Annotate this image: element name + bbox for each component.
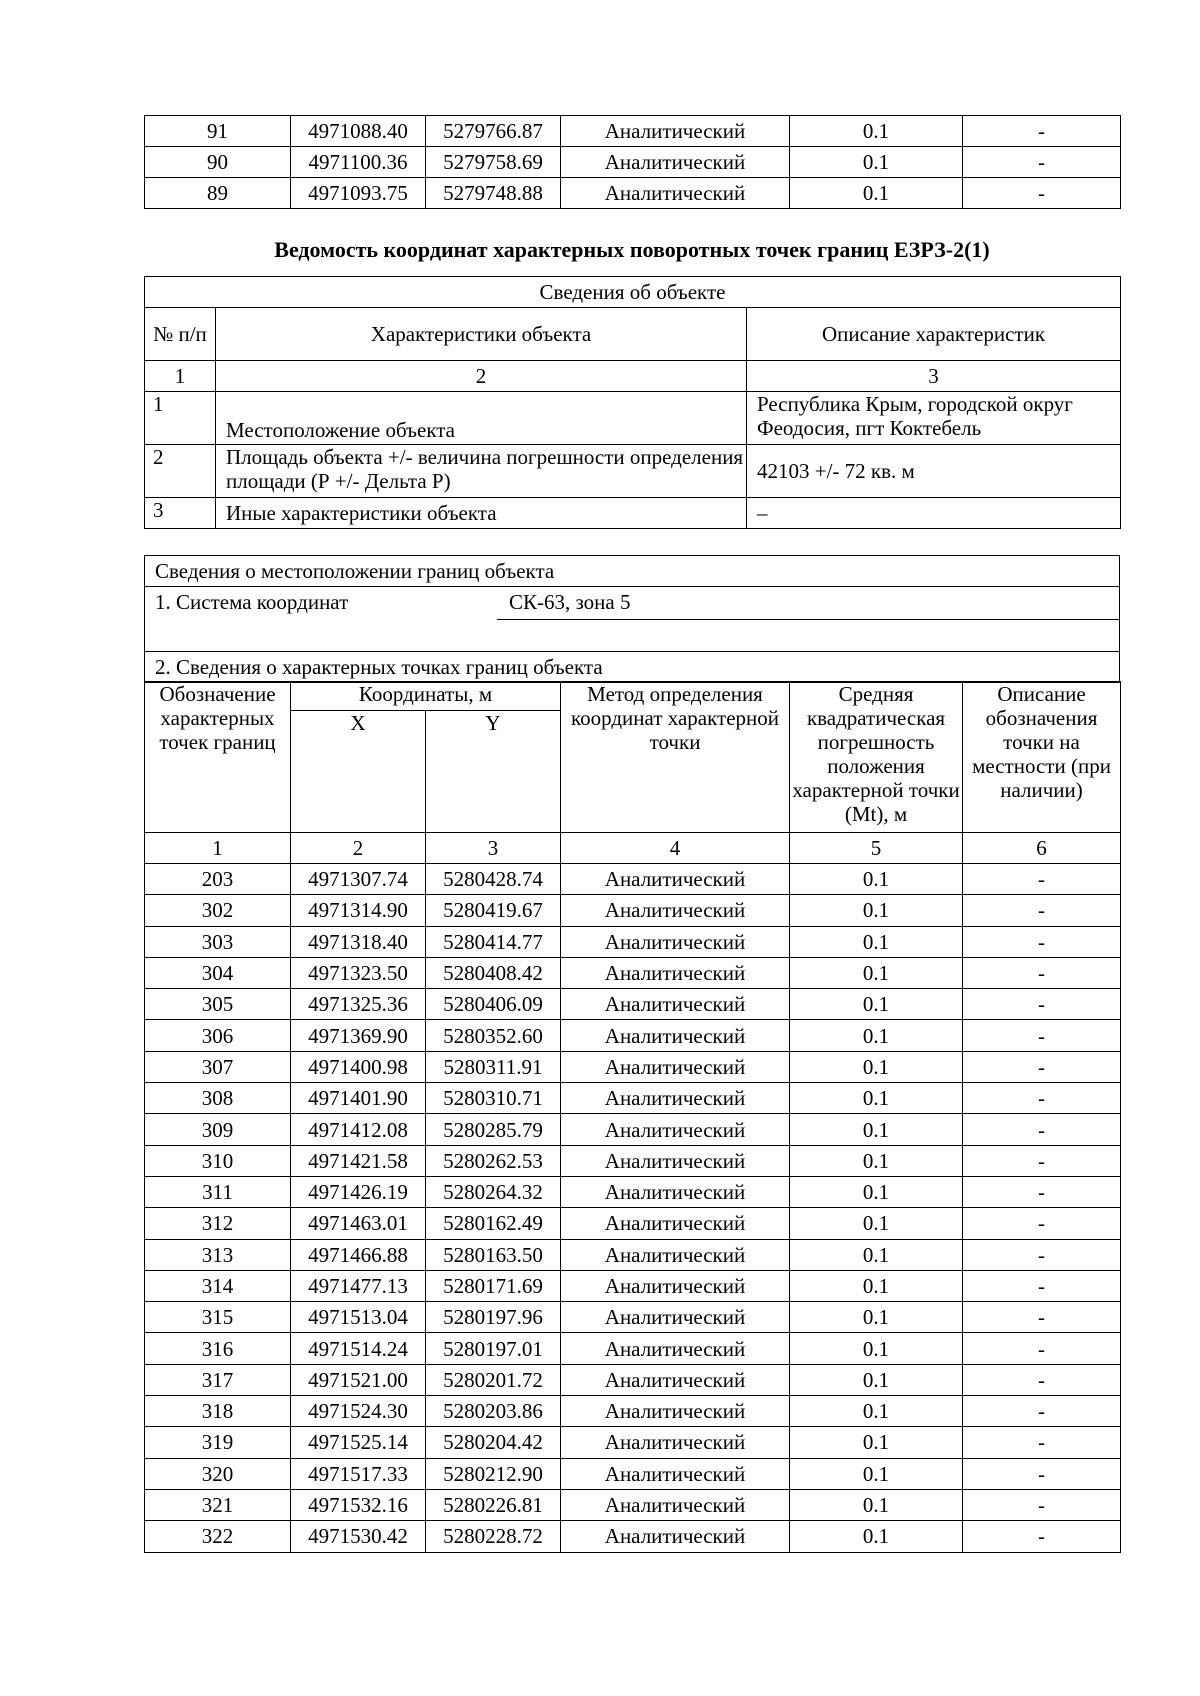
coordinate-system-underline <box>497 619 1119 620</box>
method: Аналитический <box>561 1489 790 1520</box>
point-number: 312 <box>145 1208 291 1239</box>
object-info-table <box>144 276 1121 529</box>
mean-error: 0.1 <box>790 895 963 926</box>
coordinate-system-label: 1. Система координат <box>155 590 349 614</box>
point-number: 314 <box>145 1270 291 1301</box>
mean-error: 0.1 <box>790 178 963 209</box>
column-header-method: Метод определения координат характерной точки <box>561 682 790 833</box>
point-description: - <box>963 1427 1121 1458</box>
point-description: - <box>963 1489 1121 1520</box>
point-description: - <box>963 989 1121 1020</box>
coordinate-y: 5280352.60 <box>426 1020 561 1051</box>
mean-error: 0.1 <box>790 989 963 1020</box>
table-row <box>145 1051 1121 1082</box>
table-row <box>145 926 1121 957</box>
coordinate-x: 4971521.00 <box>291 1364 426 1395</box>
coordinate-y: 5280203.86 <box>426 1396 561 1427</box>
coordinate-x: 4971400.98 <box>291 1051 426 1082</box>
row-number: 2 <box>145 445 216 498</box>
coordinate-y: 5279758.69 <box>426 147 561 178</box>
mean-error: 0.1 <box>790 1458 963 1489</box>
point-description: - <box>963 1145 1121 1176</box>
coordinate-y: 5280162.49 <box>426 1208 561 1239</box>
mean-error: 0.1 <box>790 1020 963 1051</box>
point-number: 310 <box>145 1145 291 1176</box>
mean-error: 0.1 <box>790 1427 963 1458</box>
table-row <box>145 989 1121 1020</box>
coordinate-x: 4971477.13 <box>291 1270 426 1301</box>
point-number: 318 <box>145 1396 291 1427</box>
coordinate-y: 5280311.91 <box>426 1051 561 1082</box>
table-row <box>145 1458 1121 1489</box>
point-number: 311 <box>145 1176 291 1207</box>
coordinate-y: 5280171.69 <box>426 1270 561 1301</box>
point-description: - <box>963 957 1121 988</box>
point-description: - <box>963 1364 1121 1395</box>
coordinate-y: 5280428.74 <box>426 864 561 895</box>
point-description: - <box>963 926 1121 957</box>
method: Аналитический <box>561 895 790 926</box>
coordinate-y: 5280163.50 <box>426 1239 561 1270</box>
point-description: - <box>963 1208 1121 1239</box>
point-number: 322 <box>145 1521 291 1552</box>
coordinate-x: 4971532.16 <box>291 1489 426 1520</box>
mean-error: 0.1 <box>790 1302 963 1333</box>
method: Аналитический <box>561 957 790 988</box>
location-header: Сведения о местоположении границ объекта <box>145 556 1120 587</box>
coordinate-x: 4971325.36 <box>291 989 426 1020</box>
characteristic-value: – <box>747 498 1121 529</box>
mean-error: 0.1 <box>790 957 963 988</box>
table-row <box>145 178 1121 209</box>
column-header-characteristic: Характеристики объекта <box>216 308 747 361</box>
characteristic-value: 42103 +/- 72 кв. м <box>747 445 1121 498</box>
object-info-header: Сведения об объекте <box>145 277 1121 308</box>
coordinate-x: 4971093.75 <box>291 178 426 209</box>
table-row <box>145 864 1121 895</box>
table-row <box>145 1302 1121 1333</box>
row-number: 3 <box>145 498 216 529</box>
table-row <box>145 1083 1121 1114</box>
table-row <box>145 1114 1121 1145</box>
table-row <box>145 1239 1121 1270</box>
coordinate-x: 4971318.40 <box>291 926 426 957</box>
coordinate-y: 5280212.90 <box>426 1458 561 1489</box>
coordinate-x: 4971525.14 <box>291 1427 426 1458</box>
coordinate-y: 5280264.32 <box>426 1176 561 1207</box>
coordinate-y: 5280419.67 <box>426 895 561 926</box>
coordinate-y: 5280310.71 <box>426 1083 561 1114</box>
table-row <box>145 1270 1121 1301</box>
point-description: - <box>963 1458 1121 1489</box>
point-description: - <box>963 1396 1121 1427</box>
coordinate-y: 5280408.42 <box>426 957 561 988</box>
mean-error: 0.1 <box>790 147 963 178</box>
coordinate-x: 4971517.33 <box>291 1458 426 1489</box>
coordinate-y: 5280204.42 <box>426 1427 561 1458</box>
point-description: - <box>963 864 1121 895</box>
mean-error: 0.1 <box>790 1114 963 1145</box>
mean-error: 0.1 <box>790 1239 963 1270</box>
column-index: 1 <box>145 361 216 392</box>
coordinate-system-value: СК-63, зона 5 <box>509 590 631 614</box>
method: Аналитический <box>561 178 790 209</box>
table-row <box>145 147 1121 178</box>
coordinate-y: 5280406.09 <box>426 989 561 1020</box>
column-header-error: Средняя квадратическая погрешность положения характерной точки (Мt), м <box>790 682 963 833</box>
row-number: 1 <box>145 392 216 445</box>
point-number: 309 <box>145 1114 291 1145</box>
coordinate-x: 4971513.04 <box>291 1302 426 1333</box>
table-row <box>145 1176 1121 1207</box>
table-row <box>145 1364 1121 1395</box>
coordinate-y: 5280197.96 <box>426 1302 561 1333</box>
point-number: 306 <box>145 1020 291 1051</box>
point-number: 304 <box>145 957 291 988</box>
column-index: 5 <box>790 833 963 864</box>
point-number: 319 <box>145 1427 291 1458</box>
table-row <box>145 1208 1121 1239</box>
method: Аналитический <box>561 1145 790 1176</box>
point-number: 320 <box>145 1458 291 1489</box>
coordinate-x: 4971466.88 <box>291 1239 426 1270</box>
mean-error: 0.1 <box>790 1051 963 1082</box>
point-description: - <box>963 116 1121 147</box>
point-number: 90 <box>145 147 291 178</box>
column-index: 2 <box>291 833 426 864</box>
method: Аналитический <box>561 1176 790 1207</box>
mean-error: 0.1 <box>790 1333 963 1364</box>
location-info-table <box>144 555 1120 683</box>
column-header-description: Описание обозначения точки на местности (при наличии) <box>963 682 1121 833</box>
point-number: 315 <box>145 1302 291 1333</box>
column-index: 1 <box>145 833 291 864</box>
method: Аналитический <box>561 1427 790 1458</box>
coordinate-x: 4971088.40 <box>291 116 426 147</box>
column-header-y: Y <box>426 711 561 833</box>
method: Аналитический <box>561 1302 790 1333</box>
method: Аналитический <box>561 1333 790 1364</box>
column-header-coordinates: Координаты, м <box>291 682 561 711</box>
point-description: - <box>963 1020 1121 1051</box>
method: Аналитический <box>561 1270 790 1301</box>
coordinate-x: 4971412.08 <box>291 1114 426 1145</box>
coordinate-y: 5280197.01 <box>426 1333 561 1364</box>
point-description: - <box>963 1051 1121 1082</box>
column-index: 4 <box>561 833 790 864</box>
point-number: 307 <box>145 1051 291 1082</box>
table-row <box>145 895 1121 926</box>
point-number: 317 <box>145 1364 291 1395</box>
characteristic-value: Республика Крым, городской округ Феодосия, пгт Коктебель <box>747 392 1121 445</box>
point-description: - <box>963 1083 1121 1114</box>
column-header-number: № п/п <box>145 308 216 361</box>
table-row <box>145 1333 1121 1364</box>
point-number: 203 <box>145 864 291 895</box>
coordinate-x: 4971100.36 <box>291 147 426 178</box>
method: Аналитический <box>561 989 790 1020</box>
characteristic-name: Иные характеристики объекта <box>216 498 747 529</box>
point-description: - <box>963 1114 1121 1145</box>
table-row <box>145 957 1121 988</box>
coordinate-y: 5280414.77 <box>426 926 561 957</box>
point-description: - <box>963 1302 1121 1333</box>
coordinate-x: 4971314.90 <box>291 895 426 926</box>
method: Аналитический <box>561 864 790 895</box>
table-row <box>145 116 1121 147</box>
table-row <box>145 1427 1121 1458</box>
point-description: - <box>963 1333 1121 1364</box>
point-number: 302 <box>145 895 291 926</box>
column-index: 3 <box>426 833 561 864</box>
point-number: 321 <box>145 1489 291 1520</box>
coordinate-system-row <box>145 587 1120 620</box>
coordinate-x: 4971463.01 <box>291 1208 426 1239</box>
column-index: 3 <box>747 361 1121 392</box>
point-number: 313 <box>145 1239 291 1270</box>
point-number: 316 <box>145 1333 291 1364</box>
mean-error: 0.1 <box>790 1208 963 1239</box>
coordinate-x: 4971530.42 <box>291 1521 426 1552</box>
mean-error: 0.1 <box>790 1396 963 1427</box>
method: Аналитический <box>561 1364 790 1395</box>
table-row <box>145 1020 1121 1051</box>
coordinate-y: 5280228.72 <box>426 1521 561 1552</box>
point-description: - <box>963 895 1121 926</box>
column-index: 6 <box>963 833 1121 864</box>
mean-error: 0.1 <box>790 1270 963 1301</box>
point-description: - <box>963 147 1121 178</box>
point-description: - <box>963 178 1121 209</box>
method: Аналитический <box>561 926 790 957</box>
mean-error: 0.1 <box>790 1364 963 1395</box>
coordinate-x: 4971401.90 <box>291 1083 426 1114</box>
point-number: 91 <box>145 116 291 147</box>
method: Аналитический <box>561 1458 790 1489</box>
coordinate-x: 4971369.90 <box>291 1020 426 1051</box>
points-table <box>144 681 1121 1553</box>
method: Аналитический <box>561 1020 790 1051</box>
table-row <box>145 1145 1121 1176</box>
method: Аналитический <box>561 1239 790 1270</box>
column-header-point: Обозначение характерных точек границ <box>145 682 291 833</box>
table-row <box>145 1489 1121 1520</box>
method: Аналитический <box>561 1521 790 1552</box>
coordinate-x: 4971426.19 <box>291 1176 426 1207</box>
coordinate-y: 5280262.53 <box>426 1145 561 1176</box>
section-title: Ведомость координат характерных поворотных точек границ ЕЗРЗ-2(1) <box>274 237 990 262</box>
table-row <box>145 1396 1121 1427</box>
point-number: 305 <box>145 989 291 1020</box>
column-index: 2 <box>216 361 747 392</box>
coordinate-y: 5279748.88 <box>426 178 561 209</box>
coordinate-x: 4971421.58 <box>291 1145 426 1176</box>
mean-error: 0.1 <box>790 1176 963 1207</box>
coordinate-y: 5280226.81 <box>426 1489 561 1520</box>
point-number: 303 <box>145 926 291 957</box>
point-description: - <box>963 1270 1121 1301</box>
method: Аналитический <box>561 1208 790 1239</box>
column-header-description: Описание характеристик <box>747 308 1121 361</box>
method: Аналитический <box>561 1051 790 1082</box>
method: Аналитический <box>561 147 790 178</box>
method: Аналитический <box>561 116 790 147</box>
mean-error: 0.1 <box>790 1489 963 1520</box>
point-description: - <box>963 1521 1121 1552</box>
coordinate-y: 5279766.87 <box>426 116 561 147</box>
characteristic-name: Местоположение объекта <box>216 392 747 445</box>
mean-error: 0.1 <box>790 1145 963 1176</box>
mean-error: 0.1 <box>790 864 963 895</box>
mean-error: 0.1 <box>790 1083 963 1114</box>
coordinate-x: 4971524.30 <box>291 1396 426 1427</box>
column-header-x: X <box>291 711 426 833</box>
points-header: 2. Сведения о характерных точках границ объекта <box>145 652 1120 683</box>
points-table-body <box>145 864 1121 1553</box>
point-number: 89 <box>145 178 291 209</box>
point-number: 308 <box>145 1083 291 1114</box>
coordinate-y: 5280201.72 <box>426 1364 561 1395</box>
method: Аналитический <box>561 1083 790 1114</box>
mean-error: 0.1 <box>790 926 963 957</box>
continuation-table <box>144 115 1121 209</box>
coordinate-y: 5280285.79 <box>426 1114 561 1145</box>
table-row <box>145 1521 1121 1552</box>
continuation-table-body <box>145 116 1121 209</box>
mean-error: 0.1 <box>790 116 963 147</box>
coordinate-x: 4971323.50 <box>291 957 426 988</box>
coordinate-x: 4971307.74 <box>291 864 426 895</box>
method: Аналитический <box>561 1396 790 1427</box>
point-description: - <box>963 1176 1121 1207</box>
coordinate-x: 4971514.24 <box>291 1333 426 1364</box>
method: Аналитический <box>561 1114 790 1145</box>
characteristic-name: Площадь объекта +/- величина погрешности определения площади (Р +/- Дельта Р) <box>216 445 747 498</box>
point-description: - <box>963 1239 1121 1270</box>
blank-row <box>145 619 1120 652</box>
mean-error: 0.1 <box>790 1521 963 1552</box>
